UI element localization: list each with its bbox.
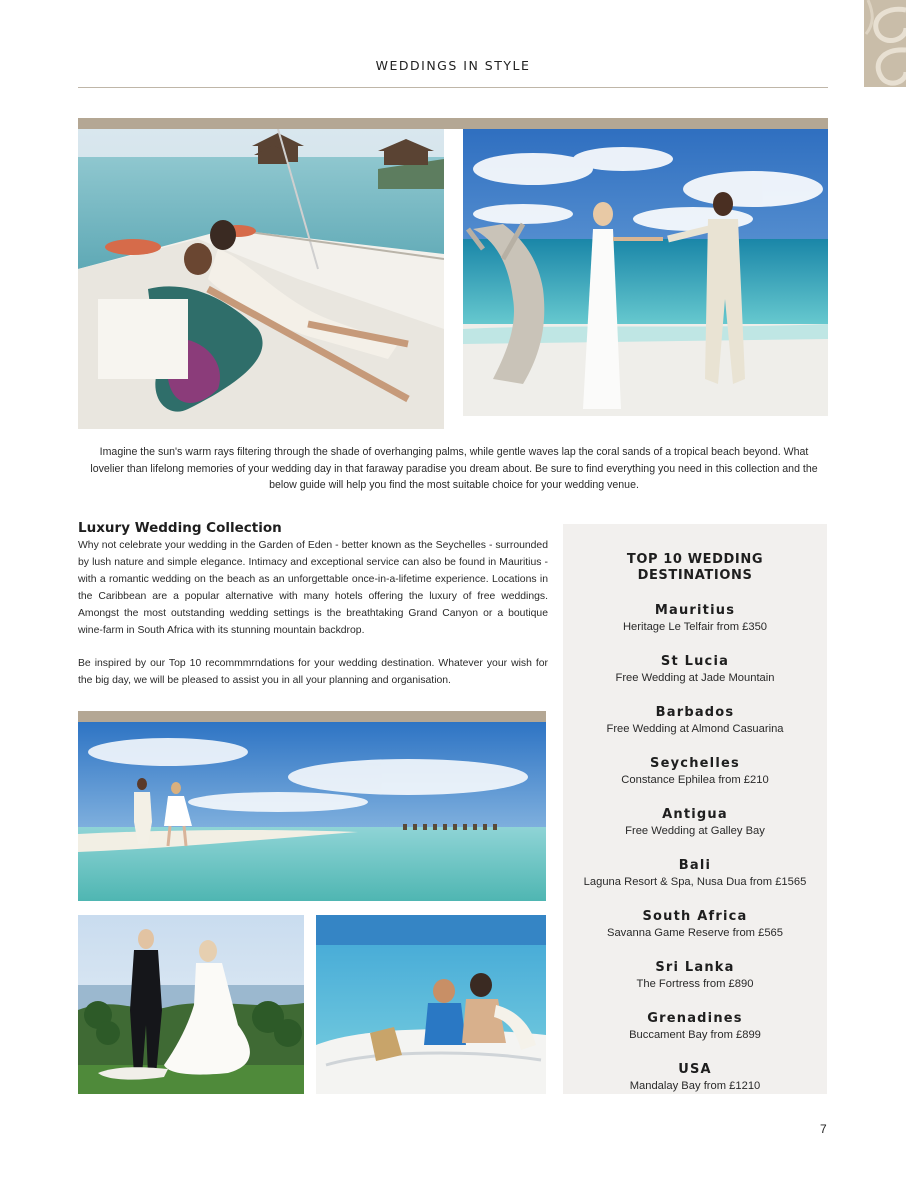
page-number: 7	[820, 1122, 827, 1136]
destination-item	[563, 960, 827, 992]
destination-item	[563, 858, 827, 890]
destination-detail: Free Wedding at Jade Mountain	[615, 672, 775, 684]
destination-detail: Buccament Bay from £899	[629, 1029, 761, 1041]
destination-detail: The Fortress from £890	[636, 978, 754, 990]
destination-detail: Free Wedding at Almond Casuarina	[606, 723, 784, 735]
destination-item	[563, 654, 827, 686]
intro-paragraph: Imagine the sun's warm rays filtering through the shade of overhanging palms, while gentle waves lap the coral sands of a tropical beach beyond. What lovelier than lifelong memories of your wedding day in that faraway paradise you dream about. Be sure to find everything you need in this collection and the below guide will help you find the most suitable choice for your wedding venue.	[90, 446, 818, 491]
destination-detail: Constance Ephilea from £210	[621, 774, 769, 786]
middle-accent-bar	[78, 711, 546, 722]
destination-name: Antigua	[662, 807, 728, 822]
photo-bride-groom-hilltop	[78, 915, 304, 1094]
destination-item	[563, 705, 827, 737]
photo-couple-on-yacht	[78, 129, 444, 429]
luxury-paragraph-1: Why not celebrate your wedding in the Garden of Eden - better known as the Seychelles - surrounded by lush nature and simple elegance. Intimacy and exceptional service can also be found in Mauritius - with a romantic wedding on the beach as an unforgettable once-in-a-lifetime experience. Locations in the Caribbean are a popular alternative with many hotels offering the luxury of free weddings. Amongst the most outstanding wedding settings is the breathtaking Grand Canyon or a boutique wine-farm in South Africa with its stunning mountain backdrop.	[78, 540, 548, 636]
luxury-collection-heading: Luxury Wedding Collection	[78, 520, 282, 536]
top-accent-bar	[78, 118, 828, 129]
destination-name: Barbados	[655, 705, 735, 720]
luxury-paragraph-2: Be inspired by our Top 10 recommmrndations for your wedding destination. Whatever your wish for the big day, we will be pleased to assist you in all your planning and organisation.	[78, 658, 548, 686]
destination-item	[563, 909, 827, 941]
photo-couple-walking-sandbar	[78, 722, 546, 901]
destination-name: South Africa	[642, 909, 748, 924]
destination-name: Mauritius	[654, 603, 736, 618]
destination-detail: Free Wedding at Galley Bay	[625, 825, 765, 837]
photo-couple-on-boat	[316, 915, 546, 1094]
destination-detail: Mandalay Bay from £1210	[629, 1080, 761, 1092]
swirl-ornament-icon	[864, 0, 906, 87]
top-destinations-sidebar	[563, 524, 827, 1094]
destination-name: Grenadines	[647, 1011, 743, 1026]
destination-item	[563, 1011, 827, 1043]
top-destinations-title: TOP 10 WEDDING DESTINATIONS	[626, 552, 764, 583]
destination-item	[563, 756, 827, 788]
destination-detail: Heritage Le Telfair from £350	[622, 621, 768, 633]
destination-detail: Savanna Game Reserve from £565	[607, 927, 783, 939]
corner-ornament	[864, 0, 906, 87]
destination-name: USA	[678, 1062, 712, 1077]
destination-name: Seychelles	[650, 756, 740, 771]
page-header-title: WEDDINGS IN STYLE	[375, 58, 531, 73]
photo-couple-on-beach	[463, 129, 828, 416]
destination-item	[563, 1062, 827, 1094]
destination-detail: Laguna Resort & Spa, Nusa Dua from £1565	[583, 876, 807, 888]
destination-name: St Lucia	[660, 654, 730, 669]
destination-name: Bali	[678, 858, 712, 873]
destination-name: Sri Lanka	[655, 960, 735, 975]
header-divider	[78, 87, 828, 88]
destination-item	[563, 807, 827, 839]
destination-item	[563, 603, 827, 635]
